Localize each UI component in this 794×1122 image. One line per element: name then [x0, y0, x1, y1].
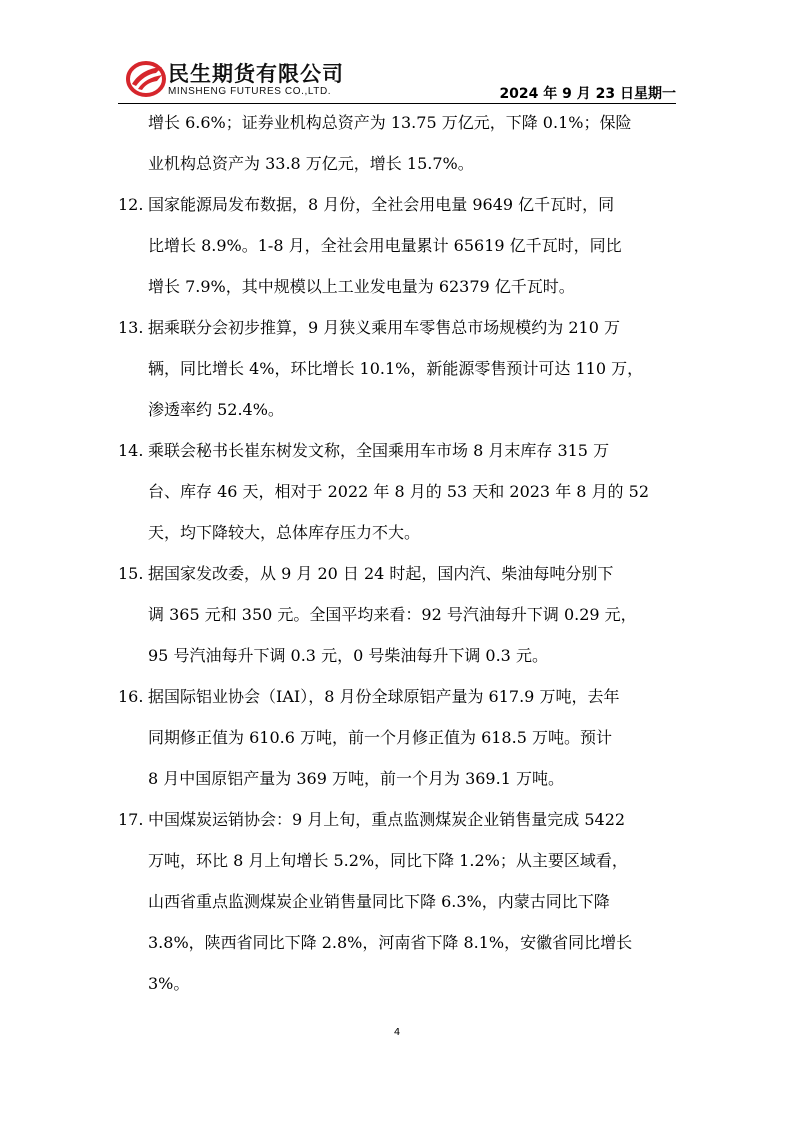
- text-line: 95 号汽油每升下调 0.3 元，0 号柴油每升下调 0.3 元。: [148, 646, 548, 665]
- text-line: 同期修正值为 610.6 万吨，前一个月修正值为 618.5 万吨。预计: [148, 728, 612, 747]
- list-item-12: [118, 184, 678, 307]
- list-item-14: [118, 430, 678, 553]
- company-logo: [126, 56, 366, 100]
- item-number: 16.: [118, 687, 144, 706]
- item-text: [148, 184, 678, 307]
- logo-english-name: MINSHENG FUTURES CO.,LTD.: [168, 86, 332, 97]
- page-header: [118, 52, 676, 104]
- text-line: 3%。: [148, 974, 190, 993]
- text-line: 业机构总资产为 33.8 万亿元，增长 15.7%。: [148, 154, 474, 173]
- text-line: 增长 6.6%；证券业机构总资产为 13.75 万亿元，下降 0.1%；保险: [148, 113, 632, 132]
- text-line: 据国际铝业协会（IAI），8 月份全球原铝产量为 617.9 万吨，去年: [148, 687, 620, 706]
- text-line: 增长 7.9%，其中规模以上工业发电量为 62379 亿千瓦时。: [148, 277, 575, 296]
- text-line: 乘联会秘书长崔东树发文称，全国乘用车市场 8 月末库存 315 万: [148, 441, 610, 460]
- item-number: 13.: [118, 318, 144, 337]
- item-number: 12.: [118, 195, 144, 214]
- list-item-15: [118, 553, 678, 676]
- text-line: 渗透率约 52.4%。: [148, 400, 284, 419]
- text-line: 8 月中国原铝产量为 369 万吨，前一个月为 369.1 万吨。: [148, 769, 564, 788]
- list-item-13: [118, 307, 678, 430]
- continued-paragraph: [118, 102, 678, 184]
- text-line: 中国煤炭运销协会：9 月上旬，重点监测煤炭企业销售量完成 5422: [148, 810, 626, 829]
- item-number: 15.: [118, 564, 144, 583]
- list-item-17: [118, 799, 678, 1004]
- item-number: 17.: [118, 810, 144, 829]
- text-line: 山西省重点监测煤炭企业销售量同比下降 6.3%，内蒙古同比下降: [148, 892, 610, 911]
- item-text: [148, 307, 678, 430]
- text-line: 调 365 元和 350 元。全国平均来看：92 号汽油每升下调 0.29 元，: [148, 605, 637, 624]
- document-body: [118, 102, 678, 1004]
- item-text: [148, 553, 678, 676]
- text-line: 天，均下降较大，总体库存压力不大。: [148, 523, 421, 542]
- item-text: [148, 799, 678, 1004]
- minsheng-logo-icon: [126, 58, 166, 98]
- text-line: 台、库存 46 天，相对于 2022 年 8 月的 53 天和 2023 年 8 月的 52: [148, 482, 649, 501]
- paragraph-text: [118, 102, 678, 184]
- header-date: 2024 年 9 月 23 日星期一: [499, 86, 676, 102]
- list-item-16: [118, 676, 678, 799]
- text-line: 据乘联分会初步推算，9 月狭义乘用车零售总市场规模约为 210 万: [148, 318, 620, 337]
- text-line: 国家能源局发布数据，8 月份，全社会用电量 9649 亿千瓦时，同: [148, 195, 615, 214]
- text-line: 万吨，环比 8 月上旬增长 5.2%，同比下降 1.2%；从主要区域看，: [148, 851, 628, 870]
- page-number: 4: [393, 1027, 401, 1038]
- text-line: 据国家发改委，从 9 月 20 日 24 时起，国内汽、柴油每吨分别下: [148, 564, 614, 583]
- item-text: [148, 676, 678, 799]
- text-line: 3.8%，陕西省同比下降 2.8%，河南省下降 8.1%，安徽省同比增长: [148, 933, 633, 952]
- text-line: 辆，同比增长 4%，环比增长 10.1%，新能源零售预计可达 110 万，: [148, 359, 644, 378]
- item-number: 14.: [118, 441, 144, 460]
- item-text: [148, 430, 678, 553]
- text-line: 比增长 8.9%。1-8 月，全社会用电量累计 65619 亿千瓦时，同比: [148, 236, 622, 255]
- logo-chinese-name: 民生期货有限公司: [168, 62, 344, 86]
